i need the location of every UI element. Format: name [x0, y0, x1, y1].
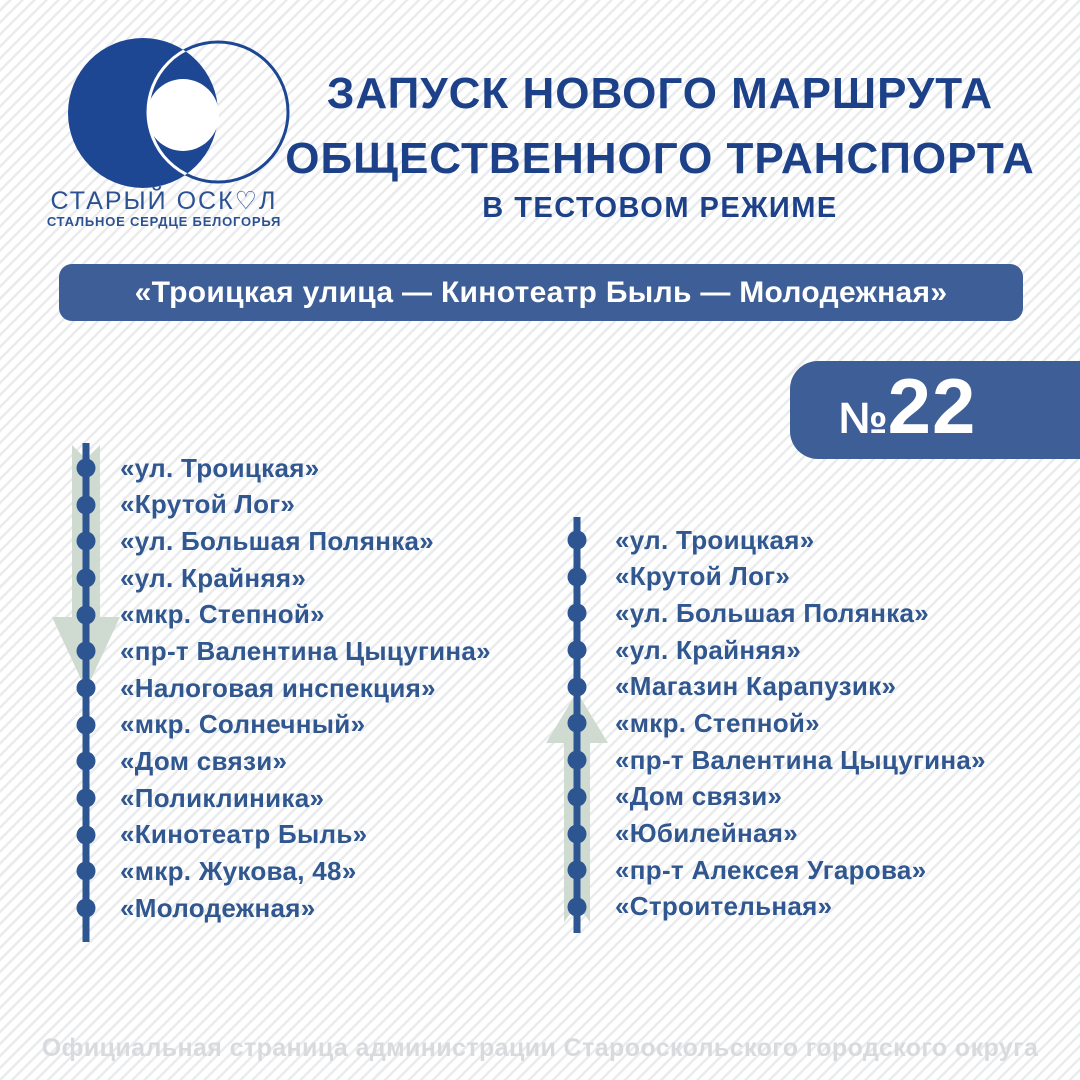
- title-line-1: ЗАПУСК НОВОГО МАРШРУТА: [326, 69, 994, 118]
- up-arrow-icon: [546, 692, 608, 922]
- stop-label: «ул. Крайняя»: [120, 562, 307, 593]
- title-line-3: В ТЕСТОВОМ РЕЖИМЕ: [482, 192, 838, 224]
- stop-label: «мкр. Жукова, 48»: [120, 856, 357, 887]
- page-title: [250, 69, 1070, 224]
- footer-caption: Официальная страница администрации Старооскольского городского округа: [41, 1034, 1039, 1062]
- stop-label: «ул. Крайняя»: [615, 634, 802, 665]
- route-number-value: 22: [887, 362, 977, 450]
- stop-label: «мкр. Степной»: [615, 708, 820, 739]
- stop-label: «Молодежная»: [120, 892, 316, 923]
- route-name-label: «Троицкая улица — Кинотеатр Быль — Молодежная»: [134, 275, 948, 309]
- stop-label: «Крутой Лог»: [120, 489, 296, 520]
- stop-label: «Строительная»: [615, 891, 833, 922]
- route-number-prefix: №: [838, 394, 888, 443]
- stop-label: «пр-т Валентина Цыцугина»: [615, 744, 986, 775]
- route-number-badge: [790, 361, 1080, 459]
- stop-label: «ул. Большая Полянка»: [615, 598, 930, 629]
- stops-list-forward: [120, 450, 491, 927]
- route-name-banner: [59, 264, 1023, 321]
- logo-wordmark: СТАРЫЙ ОСК♡Л: [50, 187, 278, 215]
- stop-label: «Дом связи»: [615, 781, 783, 812]
- stop-label: «Магазин Карапузик»: [615, 671, 897, 702]
- down-arrow-icon: [52, 445, 120, 690]
- route-stop-dots-return: [568, 531, 587, 917]
- stops-list-return: [615, 522, 986, 925]
- stop-label: «Юбилейная»: [615, 818, 799, 849]
- stop-label: «Дом связи»: [120, 746, 288, 777]
- stop-label: «ул. Троицкая»: [120, 452, 320, 483]
- stop-label: «пр-т Валентина Цыцугина»: [120, 636, 491, 667]
- route-stop-dots-forward: [77, 459, 96, 918]
- stop-label: «ул. Большая Полянка»: [120, 526, 435, 557]
- title-line-2: ОБЩЕСТВЕННОГО ТРАНСПОРТА: [285, 134, 1035, 183]
- logo-tagline: СТАЛЬНОЕ СЕРДЦЕ БЕЛОГОРЬЯ: [46, 214, 282, 229]
- stop-label: «мкр. Солнечный»: [120, 709, 366, 740]
- stop-label: «Поликлиника»: [120, 782, 325, 813]
- stop-label: «мкр. Степной»: [120, 599, 325, 630]
- stop-label: «Кинотеатр Быль»: [120, 819, 368, 850]
- stop-label: «Налоговая инспекция»: [120, 672, 436, 703]
- stop-label: «пр-т Алексея Угарова»: [615, 854, 927, 885]
- stop-label: «ул. Троицкая»: [615, 524, 815, 555]
- stop-label: «Крутой Лог»: [615, 561, 791, 592]
